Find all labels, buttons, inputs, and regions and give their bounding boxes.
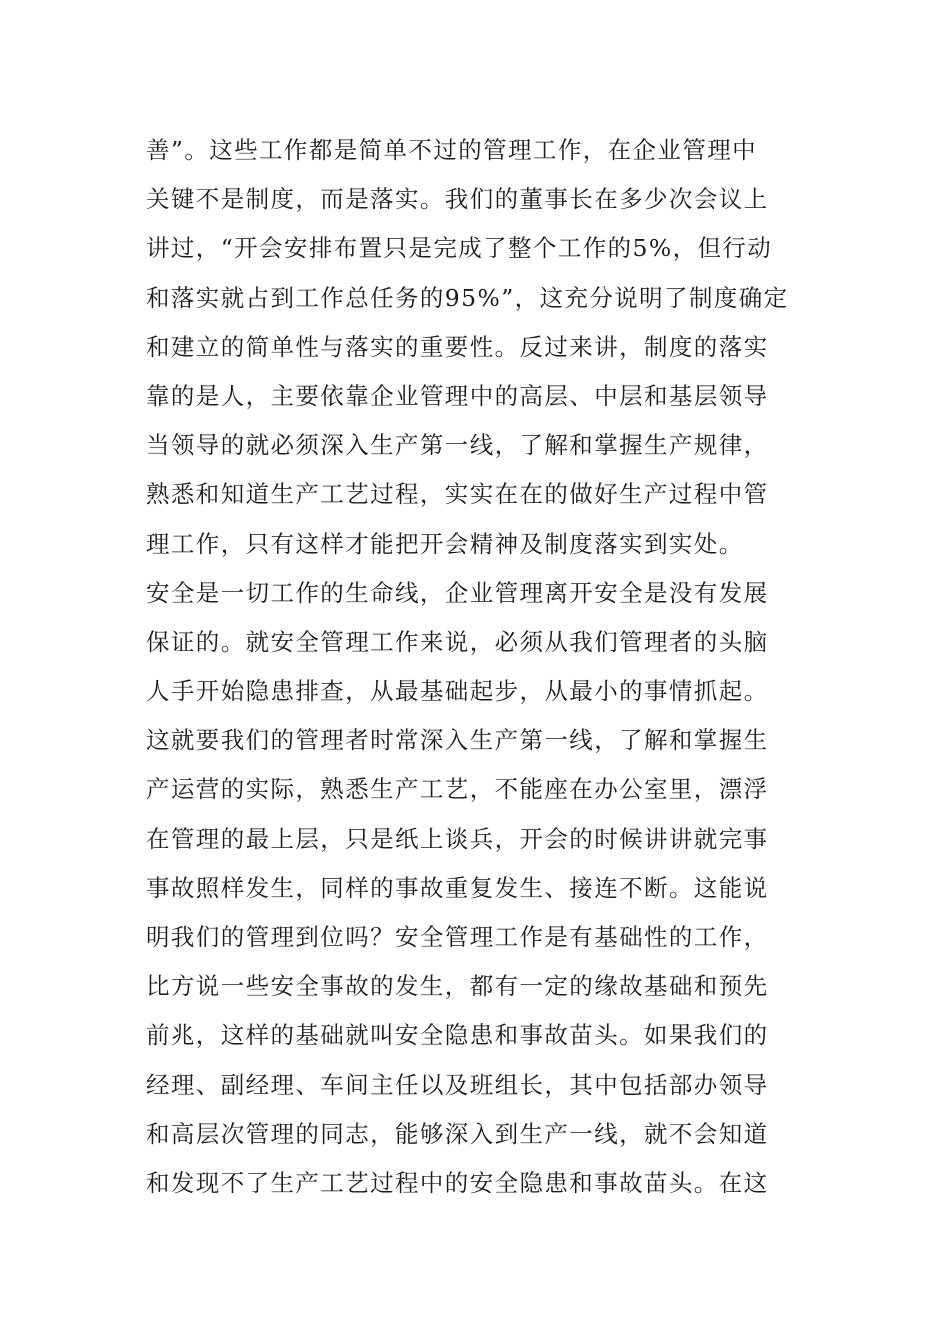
text-line: 和建立的简单性与落实的重要性。反过来讲，制度的落实 [146,332,769,361]
text-line: 产运营的实际，熟悉生产工艺，不能座在办公室里，漂浮 [146,775,769,804]
text-line: 讲过，“开会安排布置只是完成了整个工作的5%，但行动 [146,234,773,263]
text-line: 前兆，这样的基础就叫安全隐患和事故苗头。如果我们的 [146,1021,769,1050]
text-line: 经理、副经理、车间主任以及班组长，其中包括部办领导 [146,1070,769,1099]
text-line: 安全是一切工作的生命线，企业管理离开安全是没有发展 [146,578,769,607]
text-line: 关键不是制度，而是落实。我们的董事长在多少次会议上 [146,185,769,214]
text-line: 理工作，只有这样才能把开会精神及制度落实到实处。 [146,529,744,558]
text-line: 善”。这些工作都是简单不过的管理工作，在企业管理中 [146,136,758,164]
body-text [146,126,816,1208]
text-line: 保证的。就安全管理工作来说，必须从我们管理者的头脑 [146,627,769,656]
text-line: 人手开始隐患排查，从最基础起步，从最小的事情抓起。 [146,677,769,706]
text-line: 和落实就占到工作总任务的95%”，这充分说明了制度确定 [146,283,789,312]
text-line: 熟悉和知道生产工艺过程，实实在在的做好生产过程中管 [146,480,769,509]
text-line: 明我们的管理到位吗？安全管理工作是有基础性的工作， [146,923,769,951]
text-line: 和高层次管理的同志，能够深入到生产一线，就不会知道 [146,1119,769,1148]
text-line: 事故照样发生，同样的事故重复发生、接连不断。这能说 [146,873,769,902]
text-line: 和发现不了生产工艺过程中的安全隐患和事故苗头。在这 [146,1168,769,1197]
text-line: 比方说一些安全事故的发生，都有一定的缘故基础和预先 [146,972,769,1001]
text-line: 靠的是人，主要依靠企业管理中的高层、中层和基层领导 [146,381,769,410]
text-line: 这就要我们的管理者时常深入生产第一线，了解和掌握生 [146,726,769,755]
text-line: 当领导的就必须深入生产第一线，了解和掌握生产规律， [146,431,769,460]
text-line: 在管理的最上层，只是纸上谈兵，开会的时候讲讲就完事 [146,824,769,853]
